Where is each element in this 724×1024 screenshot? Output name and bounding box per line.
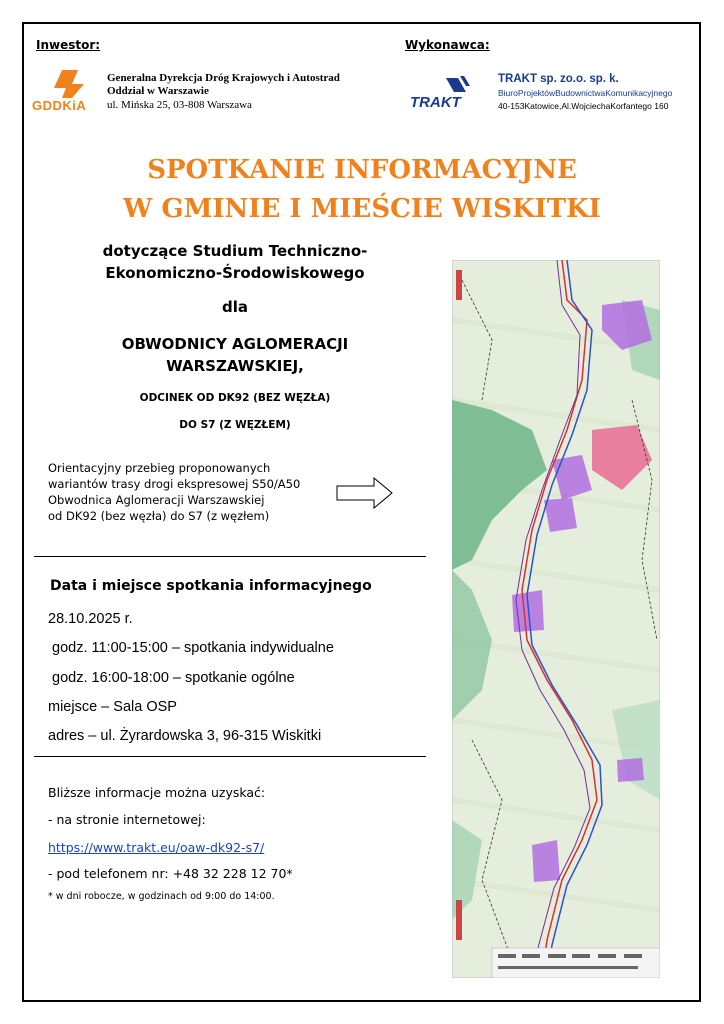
more-info-web-label: - na stronie internetowej:: [48, 812, 206, 827]
title-line-2: W GMINIE I MIEŚCIE WISKITKI: [123, 194, 601, 224]
contractor-name: TRAKT sp. zo.o. sp. k.: [498, 73, 619, 85]
subject-for: dla: [221, 298, 248, 316]
divider: [34, 756, 426, 757]
investor-address: ul. Mińska 25, 03-808 Warszawa: [107, 99, 252, 111]
trakt-logo-text: TRAKT: [410, 94, 461, 110]
meeting-heading: Data i miejsce spotkania informacyjnego: [50, 578, 372, 594]
subject-section-from: ODCINEK OD DK92 (BEZ WĘZŁA): [139, 392, 331, 404]
contractor-address: 40-153Katowice,Al.WojciechaKorfantego 160: [498, 101, 669, 111]
trakt-logo-icon: [408, 72, 493, 110]
contractor-label: Wykonawca:: [405, 38, 490, 52]
route-note: Orientacyjny przebieg proponowanych wariantów trasy drogi ekspresowej S50/A50 Obwodnica Aglomeracji Warszawskiej od DK92 (bez węzła) do S7 (z węzłem): [48, 461, 301, 523]
route-map-image: [452, 260, 660, 978]
subject-study: dotyczące Studium Techniczno- Ekonomiczno-Środowiskowego: [102, 242, 368, 282]
subject-section-to: DO S7 (Z WĘZŁEM): [179, 419, 291, 431]
meeting-place: miejsce – Sala OSP: [48, 699, 177, 715]
more-info-intro: Bliższe informacje można uzyskać:: [48, 785, 266, 800]
gddkia-logo-text: GDDKiA: [32, 98, 87, 113]
divider: [34, 556, 426, 557]
arrow-right-icon: [336, 477, 394, 509]
meeting-date: 28.10.2025 r.: [48, 611, 133, 627]
more-info-phone: - pod telefonem nr: +48 32 228 12 70*: [48, 866, 293, 881]
meeting-hours-individual: godz. 11:00-15:00 – spotkania indywidualne: [52, 640, 334, 656]
investor-label: Inwestor:: [36, 38, 101, 52]
investor-name: Generalna Dyrekcja Dróg Krajowych i Autostrad Oddział w Warszawie: [107, 72, 340, 97]
contractor-subtitle: BiuroProjektówBudownictwaKomunikacyjnego: [498, 88, 673, 98]
title-line-1: SPOTKANIE INFORMACYJNE: [147, 155, 577, 185]
website-link[interactable]: https://www.trakt.eu/oaw-dk92-s7/: [48, 840, 265, 855]
subject-road-name: OBWODNICY AGLOMERACJI WARSZAWSKIEJ,: [121, 335, 349, 375]
footnote: * w dni robocze, w godzinach od 9:00 do 14:00.: [48, 891, 275, 902]
meeting-hours-general: godz. 16:00-18:00 – spotkanie ogólne: [52, 670, 295, 686]
meeting-address: adres – ul. Żyrardowska 3, 96-315 Wiskitki: [48, 728, 322, 744]
